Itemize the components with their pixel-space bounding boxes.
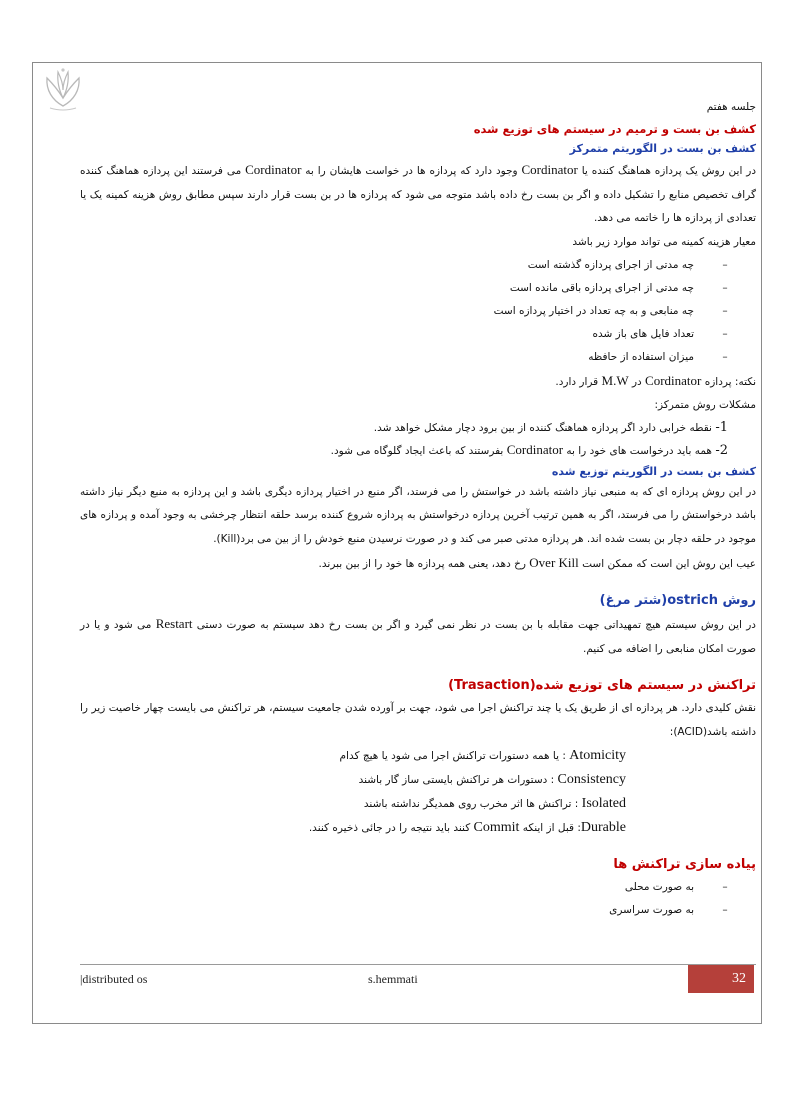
page-footer	[80, 964, 756, 993]
list-item: 2- همه باید درخواست های خود را به Cordinator بفرستند که باعث ایجاد گلوگاه می شود.	[330, 441, 728, 458]
document-body	[80, 96, 756, 922]
page-number-badge: 32	[688, 965, 754, 993]
page-title: کشف بن بست و ترمیم در سیستم های توزیع شده	[473, 122, 756, 136]
acid-consistency: Consistency : دستورات هر تراکنش بایستی ساز گار باشند	[358, 772, 626, 787]
session-label: جلسه هفتم	[706, 101, 756, 113]
footer-course: |distributed os	[80, 972, 148, 986]
ostrich-paragraph: در این روش سیستم هیچ تمهیداتی جهت مقابله با بن بست در نظر نمی گیرد و اگر بن بست رخ دهد سیستم به صورت دستی Restart می شود و یا در صورت امکان منابعی را اضافه می کنیم.	[80, 616, 756, 655]
centralized-paragraph: در این روش یک پردازه هماهنگ کننده یا Cordinator وجود دارد که پردازه ها در خواست هایشان را به Cordinator می فرستند این پردازه هماهنگ کننده گراف تخصیص منابع را تشکیل داده و اگر بن بست رخ داده باشد متوجه می شود که پردازه ها در بن بست قرار دارند سپس مطابق روش هزینه کمینه یک یا تعدادی از پردازه ها را خاتمه می دهد.	[80, 162, 756, 224]
distributed-drawback: عیب این روش این است که ممکن است Over Kill رخ دهد، یعنی همه پردازه ها خود را از بین ببرند.	[318, 555, 756, 570]
distributed-paragraph: در این روش پردازه ای که به منبعی نیاز داشته باشد در خواستش را می فرستد، اگر منبع در اختیار پردازه دیگری باشد و این پردازه به منبع دیگر نیاز داشته باشد درخواستش را می فرستد، اگر به همین ترتیب آخرین پردازه درخواستش به پردازه شروع کننده برسد حلقه انتظار چرخشی به وجود آمده و پردازه های موجود در حلقه دچار بن بست شده اند. هر پردازه مدتی صبر می کند و در صورت نرسیدن منبع خودش را از بین می برد(Kill).	[80, 485, 756, 545]
acid-isolated: Isolated : تراکنش ها اثر مخرب روی همدیگر نداشته باشند	[363, 796, 626, 811]
implementation-heading: پیاده سازی تراکنش ها	[613, 857, 756, 872]
list-item: – چه مدتی از اجرای پردازه باقی مانده است	[509, 281, 728, 294]
problems-list	[80, 417, 756, 462]
list-item: – چه مدتی از اجرای پردازه گذشته است	[527, 258, 728, 271]
problems-title: مشکلات روش متمرکز:	[654, 398, 756, 411]
list-item: – تعداد فایل های باز شده	[592, 327, 728, 340]
list-item: – میزان استفاده از حافظه	[588, 350, 728, 363]
criteria-intro: معیار هزینه کمینه می تواند موارد زیر باشد	[572, 235, 756, 248]
list-item: 1- نقطه خرابی دارد اگر پردازه هماهنگ کننده از بین برود دچار مشکل خواهد شد.	[373, 419, 728, 435]
criteria-list	[80, 254, 756, 369]
transaction-paragraph: نقش کلیدی دارد. هر پردازه ای از طریق یک یا چند تراکنش اجرا می شود، جهت بر آورده شدن جامعیت سیستم، هر تراکنش می بایست چهار خاصیت زیر را داشته باشد(ACID):	[80, 702, 756, 738]
transaction-heading: تراکنش در سیستم های توزیع شده(Trasaction)	[448, 678, 756, 693]
centralized-heading: کشف بن بست در الگوریتم متمرکز	[569, 142, 756, 155]
acid-durable: Durable: قبل از اینکه Commit کنند باید نتیجه را در جائی ذخیره کنند.	[308, 820, 626, 835]
note-text: نکته: پردازه Cordinator در M.W قرار دارد.	[555, 372, 756, 388]
implementation-list	[80, 876, 756, 922]
ostrich-heading: روش ostrich(شتر مرغ)	[599, 593, 756, 608]
list-item: – چه منابعی و به چه تعداد در اختیار پردازه است	[493, 304, 728, 317]
acid-atomicity: Atomicity : یا همه دستورات تراکنش اجرا می شود یا هیچ کدام	[339, 748, 626, 763]
list-item: – به صورت سراسری	[609, 904, 728, 916]
footer-author: s.hemmati	[368, 972, 418, 986]
distributed-heading: کشف بن بست در الگوریتم توزیع شده	[551, 464, 756, 478]
list-item: – به صورت محلی	[624, 881, 728, 893]
